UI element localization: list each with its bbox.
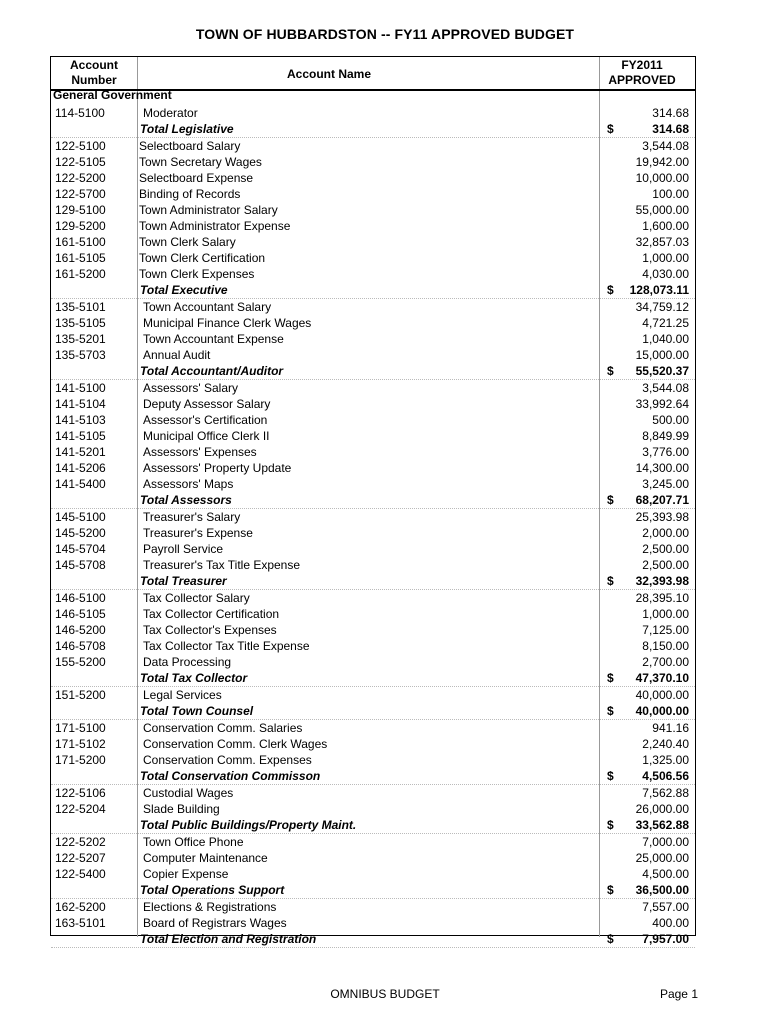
account-name: Tax Collector Certification bbox=[143, 607, 280, 621]
section-heading: General Government bbox=[53, 88, 172, 102]
account-name: Data Processing bbox=[143, 655, 232, 669]
total-label: Total Conservation Commisson bbox=[140, 769, 321, 783]
total-row bbox=[51, 363, 695, 380]
account-name: Board of Registrars Wages bbox=[143, 916, 287, 930]
approved-amount: 100.00 bbox=[652, 187, 689, 201]
total-label: Total Legislative bbox=[140, 122, 234, 136]
approved-amount: 10,000.00 bbox=[635, 171, 689, 185]
total-amount: 314.68 bbox=[652, 122, 689, 136]
account-name: Selectboard Expense bbox=[139, 171, 254, 185]
account-name: Conservation Comm. Salaries bbox=[143, 721, 303, 735]
account-name: Payroll Service bbox=[143, 542, 224, 556]
dollar-sign: $ bbox=[607, 883, 614, 897]
approved-amount: 2,000.00 bbox=[642, 526, 689, 540]
approved-amount: 2,500.00 bbox=[642, 558, 689, 572]
account-number: 145-5704 bbox=[55, 542, 106, 556]
table-row bbox=[51, 396, 695, 412]
table-row bbox=[51, 250, 695, 266]
approved-amount: 25,393.98 bbox=[635, 510, 689, 524]
budget-rows bbox=[51, 105, 695, 948]
table-row bbox=[51, 785, 695, 801]
account-name: Binding of Records bbox=[139, 187, 241, 201]
account-number-header bbox=[51, 58, 137, 88]
account-number: 146-5100 bbox=[55, 591, 106, 605]
account-name: Annual Audit bbox=[143, 348, 211, 362]
table-row bbox=[51, 476, 695, 492]
approved-amount: 3,544.08 bbox=[642, 381, 689, 395]
approved-header-line1: FY2011 bbox=[621, 58, 663, 72]
table-row bbox=[51, 866, 695, 882]
approved-amount: 25,000.00 bbox=[635, 851, 689, 865]
account-header-line2: Number bbox=[71, 73, 117, 87]
page-title: TOWN OF HUBBARDSTON -- FY11 APPROVED BUDGET bbox=[195, 26, 575, 42]
total-amount: 40,000.00 bbox=[635, 704, 689, 718]
table-row bbox=[51, 444, 695, 460]
account-number: 161-5105 bbox=[55, 251, 106, 265]
account-name: Custodial Wages bbox=[143, 786, 234, 800]
table-row bbox=[51, 801, 695, 817]
page-number: Page 1 bbox=[659, 987, 698, 1001]
account-name: Municipal Office Clerk II bbox=[143, 429, 270, 443]
approved-amount: 2,240.40 bbox=[642, 737, 689, 751]
table-row bbox=[51, 170, 695, 186]
account-name: Town Office Phone bbox=[143, 835, 244, 849]
total-row bbox=[51, 670, 695, 687]
account-name: Treasurer's Tax Title Expense bbox=[143, 558, 301, 572]
account-name: Assessors' Expenses bbox=[143, 445, 257, 459]
account-name: Town Administrator Expense bbox=[139, 219, 291, 233]
total-row bbox=[51, 282, 695, 299]
account-name-header: Account Name bbox=[286, 67, 372, 81]
dollar-sign: $ bbox=[607, 364, 614, 378]
account-number: 135-5101 bbox=[55, 300, 106, 314]
footer-label: OMNIBUS BUDGET bbox=[330, 987, 440, 1001]
account-name: Assessors' Maps bbox=[143, 477, 234, 491]
total-row bbox=[51, 768, 695, 785]
table-row bbox=[51, 266, 695, 282]
budget-table bbox=[50, 56, 696, 946]
approved-amount: 15,000.00 bbox=[635, 348, 689, 362]
account-number: 155-5200 bbox=[55, 655, 106, 669]
approved-header-line2: APPROVED bbox=[608, 73, 676, 87]
total-amount: 36,500.00 bbox=[635, 883, 689, 897]
account-name: Conservation Comm. Expenses bbox=[143, 753, 312, 767]
approved-amount: 7,557.00 bbox=[642, 900, 689, 914]
account-name: Selectboard Salary bbox=[139, 139, 241, 153]
account-name: Conservation Comm. Clerk Wages bbox=[143, 737, 328, 751]
table-row bbox=[51, 154, 695, 170]
table-row bbox=[51, 509, 695, 525]
account-number: 122-5200 bbox=[55, 171, 106, 185]
table-row bbox=[51, 654, 695, 670]
total-label: Total Public Buildings/Property Maint. bbox=[140, 818, 357, 832]
table-row bbox=[51, 315, 695, 331]
account-name: Town Accountant Salary bbox=[143, 300, 272, 314]
approved-amount: 1,325.00 bbox=[642, 753, 689, 767]
table-row bbox=[51, 138, 695, 154]
account-number: 122-5105 bbox=[55, 155, 106, 169]
total-label: Total Operations Support bbox=[140, 883, 285, 897]
account-number: 122-5207 bbox=[55, 851, 106, 865]
approved-header bbox=[599, 58, 685, 88]
total-label: Total Executive bbox=[140, 283, 228, 297]
account-number: 171-5200 bbox=[55, 753, 106, 767]
account-number: 146-5200 bbox=[55, 623, 106, 637]
approved-amount: 32,857.03 bbox=[635, 235, 689, 249]
account-name: Town Clerk Expenses bbox=[139, 267, 255, 281]
account-name: Town Secretary Wages bbox=[139, 155, 262, 169]
total-amount: 33,562.88 bbox=[635, 818, 689, 832]
approved-amount: 14,300.00 bbox=[635, 461, 689, 475]
account-number: 135-5703 bbox=[55, 348, 106, 362]
account-name: Town Clerk Certification bbox=[139, 251, 266, 265]
account-number: 122-5204 bbox=[55, 802, 106, 816]
approved-amount: 314.68 bbox=[652, 106, 689, 120]
account-number: 141-5105 bbox=[55, 429, 106, 443]
total-row bbox=[51, 882, 695, 899]
account-number: 135-5105 bbox=[55, 316, 106, 330]
account-number: 141-5201 bbox=[55, 445, 106, 459]
account-name: Copier Expense bbox=[143, 867, 229, 881]
account-name: Legal Services bbox=[143, 688, 222, 702]
account-number: 171-5102 bbox=[55, 737, 106, 751]
table-row bbox=[51, 234, 695, 250]
total-amount: 4,506.56 bbox=[642, 769, 689, 783]
table-row bbox=[51, 541, 695, 557]
total-amount: 47,370.10 bbox=[635, 671, 689, 685]
account-name: Tax Collector Salary bbox=[143, 591, 250, 605]
account-name: Assessor's Certification bbox=[143, 413, 268, 427]
table-row bbox=[51, 752, 695, 768]
total-label: Total Town Counsel bbox=[140, 704, 254, 718]
total-row bbox=[51, 703, 695, 720]
account-number: 145-5708 bbox=[55, 558, 106, 572]
table-row bbox=[51, 525, 695, 541]
approved-amount: 1,000.00 bbox=[642, 251, 689, 265]
account-number: 171-5100 bbox=[55, 721, 106, 735]
account-number: 122-5106 bbox=[55, 786, 106, 800]
total-label: Total Assessors bbox=[140, 493, 232, 507]
account-number: 161-5100 bbox=[55, 235, 106, 249]
dollar-sign: $ bbox=[607, 574, 614, 588]
approved-amount: 2,700.00 bbox=[642, 655, 689, 669]
table-row bbox=[51, 915, 695, 931]
approved-amount: 941.16 bbox=[652, 721, 689, 735]
account-name: Computer Maintenance bbox=[143, 851, 268, 865]
table-row bbox=[51, 299, 695, 315]
approved-amount: 33,992.64 bbox=[635, 397, 689, 411]
approved-amount: 8,849.99 bbox=[642, 429, 689, 443]
table-row bbox=[51, 105, 695, 121]
account-number: 161-5200 bbox=[55, 267, 106, 281]
total-amount: 128,073.11 bbox=[629, 283, 689, 297]
account-name: Tax Collector Tax Title Expense bbox=[143, 639, 310, 653]
total-label: Total Election and Registration bbox=[140, 932, 317, 946]
account-number: 163-5101 bbox=[55, 916, 106, 930]
dollar-sign: $ bbox=[607, 704, 614, 718]
table-row bbox=[51, 186, 695, 202]
table-row bbox=[51, 622, 695, 638]
approved-amount: 40,000.00 bbox=[635, 688, 689, 702]
total-row bbox=[51, 931, 695, 948]
dollar-sign: $ bbox=[607, 818, 614, 832]
table-row bbox=[51, 899, 695, 915]
approved-amount: 1,600.00 bbox=[642, 219, 689, 233]
approved-amount: 7,125.00 bbox=[642, 623, 689, 637]
approved-amount: 4,721.25 bbox=[642, 316, 689, 330]
account-number: 141-5400 bbox=[55, 477, 106, 491]
account-name: Treasurer's Expense bbox=[143, 526, 253, 540]
total-label: Total Treasurer bbox=[140, 574, 227, 588]
approved-amount: 34,759.12 bbox=[635, 300, 689, 314]
account-number: 122-5100 bbox=[55, 139, 106, 153]
total-amount: 7,957.00 bbox=[642, 932, 689, 946]
approved-amount: 4,030.00 bbox=[642, 267, 689, 281]
approved-amount: 28,395.10 bbox=[635, 591, 689, 605]
account-number: 141-5206 bbox=[55, 461, 106, 475]
total-amount: 55,520.37 bbox=[635, 364, 689, 378]
account-number: 141-5104 bbox=[55, 397, 106, 411]
approved-amount: 3,245.00 bbox=[642, 477, 689, 491]
table-row bbox=[51, 428, 695, 444]
approved-amount: 1,040.00 bbox=[642, 332, 689, 346]
dollar-sign: $ bbox=[607, 769, 614, 783]
account-number: 122-5202 bbox=[55, 835, 106, 849]
dollar-sign: $ bbox=[607, 493, 614, 507]
approved-amount: 19,942.00 bbox=[635, 155, 689, 169]
account-number: 146-5105 bbox=[55, 607, 106, 621]
account-number: 122-5400 bbox=[55, 867, 106, 881]
account-number: 129-5100 bbox=[55, 203, 106, 217]
table-row bbox=[51, 850, 695, 866]
approved-amount: 3,544.08 bbox=[642, 139, 689, 153]
approved-amount: 500.00 bbox=[652, 413, 689, 427]
approved-amount: 3,776.00 bbox=[642, 445, 689, 459]
table-row bbox=[51, 590, 695, 606]
total-row bbox=[51, 817, 695, 834]
account-number: 135-5201 bbox=[55, 332, 106, 346]
table-row bbox=[51, 380, 695, 396]
account-number: 145-5100 bbox=[55, 510, 106, 524]
account-number: 162-5200 bbox=[55, 900, 106, 914]
account-name: Treasurer's Salary bbox=[143, 510, 241, 524]
account-name: Elections & Registrations bbox=[143, 900, 277, 914]
account-number: 122-5700 bbox=[55, 187, 106, 201]
account-name: Tax Collector's Expenses bbox=[143, 623, 277, 637]
total-amount: 32,393.98 bbox=[635, 574, 689, 588]
total-row bbox=[51, 573, 695, 590]
account-name: Assessors' Property Update bbox=[143, 461, 292, 475]
approved-amount: 400.00 bbox=[652, 916, 689, 930]
account-number: 114-5100 bbox=[55, 106, 105, 120]
total-row bbox=[51, 121, 695, 138]
table-row bbox=[51, 412, 695, 428]
account-name: Assessors' Salary bbox=[143, 381, 238, 395]
account-number: 141-5103 bbox=[55, 413, 106, 427]
table-row bbox=[51, 460, 695, 476]
table-row bbox=[51, 202, 695, 218]
dollar-sign: $ bbox=[607, 932, 614, 946]
approved-amount: 26,000.00 bbox=[635, 802, 689, 816]
account-name: Deputy Assessor Salary bbox=[143, 397, 271, 411]
table-row bbox=[51, 720, 695, 736]
total-label: Total Accountant/Auditor bbox=[140, 364, 284, 378]
approved-amount: 7,000.00 bbox=[642, 835, 689, 849]
account-name: Town Accountant Expense bbox=[143, 332, 284, 346]
approved-amount: 7,562.88 bbox=[642, 786, 689, 800]
approved-amount: 55,000.00 bbox=[635, 203, 689, 217]
table-row bbox=[51, 557, 695, 573]
total-label: Total Tax Collector bbox=[140, 671, 248, 685]
account-name: Town Administrator Salary bbox=[139, 203, 278, 217]
dollar-sign: $ bbox=[607, 283, 614, 297]
approved-amount: 2,500.00 bbox=[642, 542, 689, 556]
account-header-line1: Account bbox=[70, 58, 118, 72]
table-row bbox=[51, 736, 695, 752]
table-row bbox=[51, 834, 695, 850]
total-amount: 68,207.71 bbox=[635, 493, 689, 507]
table-row bbox=[51, 638, 695, 654]
table-row bbox=[51, 347, 695, 363]
account-number: 145-5200 bbox=[55, 526, 106, 540]
table-row bbox=[51, 606, 695, 622]
account-number: 146-5708 bbox=[55, 639, 106, 653]
account-name: Municipal Finance Clerk Wages bbox=[143, 316, 312, 330]
total-row bbox=[51, 492, 695, 509]
account-name: Moderator bbox=[143, 106, 198, 120]
table-row bbox=[51, 331, 695, 347]
account-number: 151-5200 bbox=[55, 688, 106, 702]
dollar-sign: $ bbox=[607, 122, 614, 136]
account-number: 141-5100 bbox=[55, 381, 106, 395]
dollar-sign: $ bbox=[607, 671, 614, 685]
account-number: 129-5200 bbox=[55, 219, 106, 233]
approved-amount: 4,500.00 bbox=[642, 867, 689, 881]
account-name: Slade Building bbox=[143, 802, 220, 816]
approved-amount: 8,150.00 bbox=[642, 639, 689, 653]
account-name: Town Clerk Salary bbox=[139, 235, 236, 249]
approved-amount: 1,000.00 bbox=[642, 607, 689, 621]
table-row bbox=[51, 687, 695, 703]
table-row bbox=[51, 218, 695, 234]
